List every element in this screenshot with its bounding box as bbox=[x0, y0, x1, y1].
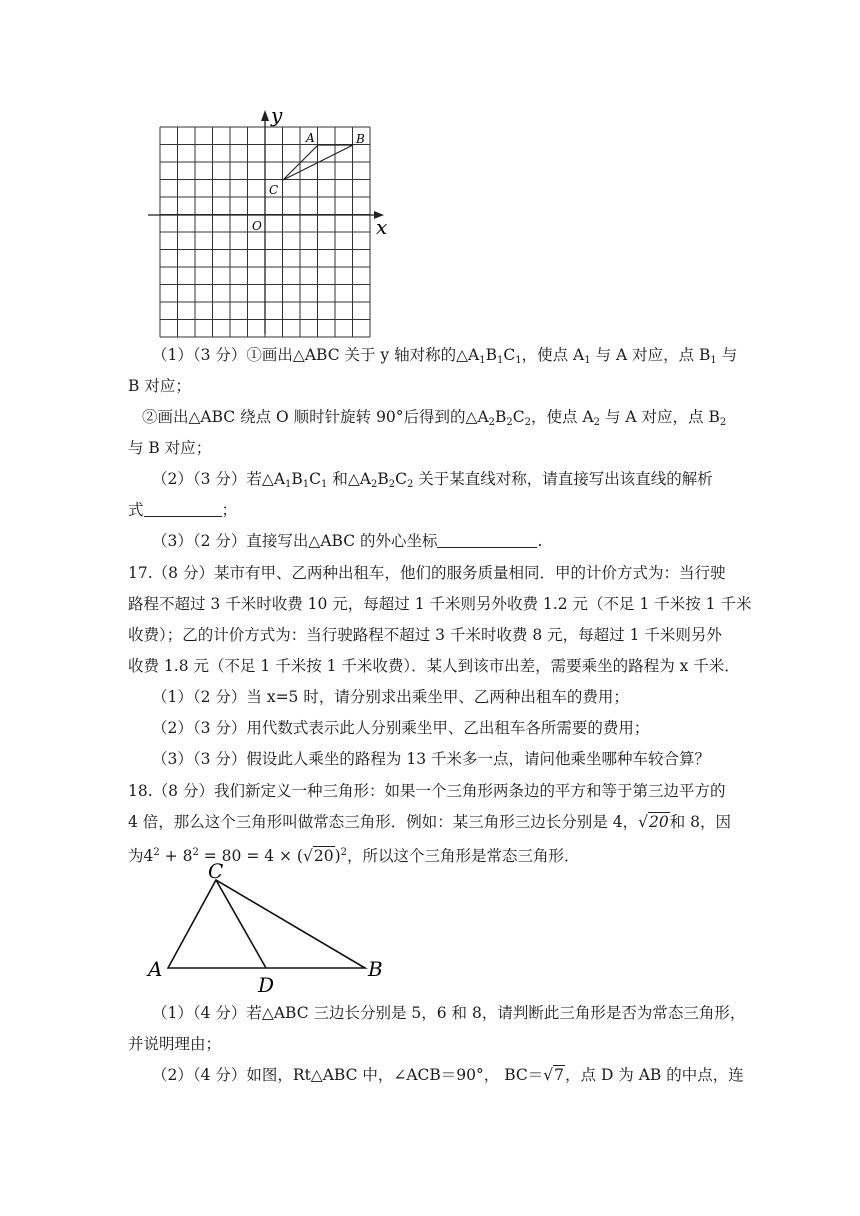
triangle-figure bbox=[140, 860, 400, 1000]
median-cd bbox=[216, 880, 266, 968]
q17-part1: （1）（2 分）当 x=5 时，请分别求出乘坐甲、乙两种出租车的费用； bbox=[152, 688, 629, 706]
q16-part2-line1: （2）（3 分）若$\triangle A_1B_1C_1$ 和$\triangle A_2B_2C_2$ 关于某直线对称，请直接写出该直线的解析 bbox=[152, 470, 713, 490]
q17-line1: 17.（8 分）某市有甲、乙两种出租车，他们的服务质量相同．甲的计价方式为：当行驶 bbox=[128, 564, 726, 582]
point-b-label: B bbox=[356, 132, 365, 146]
point-a-label: A bbox=[306, 131, 315, 145]
sqrt-20-b: √20 bbox=[302, 847, 334, 865]
q18-part2-line1: （2）（4 分）如图，Rt△ABC 中，∠ACB＝90°， BC＝√7，点 D 为 AB 的中点，连 bbox=[152, 1066, 744, 1084]
q16-part2-line2: 式 ； bbox=[128, 501, 238, 519]
q17-part2: （2）（3 分）用代数式表示此人分别乘坐甲、乙出租车各所需要的费用； bbox=[152, 719, 650, 737]
coordinate-grid-figure bbox=[140, 100, 400, 340]
q18-line1: 18.（8 分）我们新定义一种三角形：如果一个三角形两条边的平方和等于第三边平方的 bbox=[128, 782, 726, 800]
q18-part1-line1: （1）（4 分）若△ABC 三边长分别是 5，6 和 8，请判断此三角形是否为常态三角形， bbox=[152, 1004, 746, 1022]
q18-line2: 4 倍，那么这个三角形叫做常态三角形．例如：某三角形三边长分别是 4，√20和 8，因 bbox=[128, 813, 732, 831]
q16-part3: （3）（2 分）直接写出△ABC 的外心坐标 . bbox=[152, 532, 543, 550]
q17-line2: 路程不超过 3 千米时收费 10 元，每超过 1 千米则另外收费 1.2 元（不足 1 千米按 1 千米 bbox=[128, 595, 752, 613]
q16-part1b-line2: 与 B 对应； bbox=[128, 439, 212, 457]
point-d-label: D bbox=[258, 973, 275, 997]
answer-blank-center[interactable] bbox=[437, 531, 537, 548]
origin-label: O bbox=[252, 219, 262, 233]
triangle-acb bbox=[168, 880, 365, 968]
vertex-c-label: C bbox=[208, 860, 224, 883]
y-axis-arrow bbox=[261, 110, 269, 121]
q17-line3: 收费）；乙的计价方式为：当行驶路程不超过 3 千米时收费 8 元，每超过 1 千米则另外 bbox=[128, 626, 722, 644]
answer-blank-line[interactable] bbox=[144, 500, 222, 517]
q17-part3: （3）（3 分）假设此人乘坐的路程为 13 千米多一点，请问他乘坐哪种车较合算？ bbox=[152, 750, 710, 768]
q16-part1-line2: B 对应； bbox=[128, 377, 191, 395]
x-axis-label: x bbox=[376, 215, 388, 239]
q18-part1-line2: 并说明理由； bbox=[128, 1035, 222, 1053]
q16-part1-line1: （1）（3 分）①画出△ABC 关于 y 轴对称的$\triangle A_1B_1C_1$，使点 $A_1$ 与 A 对应，点 $B_1$ 与 bbox=[152, 346, 738, 366]
sqrt-20: √20 bbox=[638, 813, 669, 831]
q17-line4: 收费 1.8 元（不足 1 千米按 1 千米收费）．某人到该市出差，需要乘坐的路程为 x 千米． bbox=[128, 657, 740, 675]
q18-line3: 为$4^2 + 8^2 = 80 = 4 \times (√20)^2$，所以这个三角形是常态三角形． bbox=[128, 847, 580, 865]
point-c-label: C bbox=[269, 183, 279, 197]
sqrt-7: √7 bbox=[543, 1066, 565, 1084]
y-axis-label: y bbox=[271, 103, 283, 127]
q16-part1b-line1: ②画出△ABC 绕点 O 顺时针旋转 90°后得到的$\triangle A_2B_2C_2$，使点 $A_2$ 与 A 对应，点 $B_2$ bbox=[142, 408, 727, 428]
vertex-a-label: A bbox=[148, 957, 163, 981]
vertex-b-label: B bbox=[368, 957, 383, 981]
